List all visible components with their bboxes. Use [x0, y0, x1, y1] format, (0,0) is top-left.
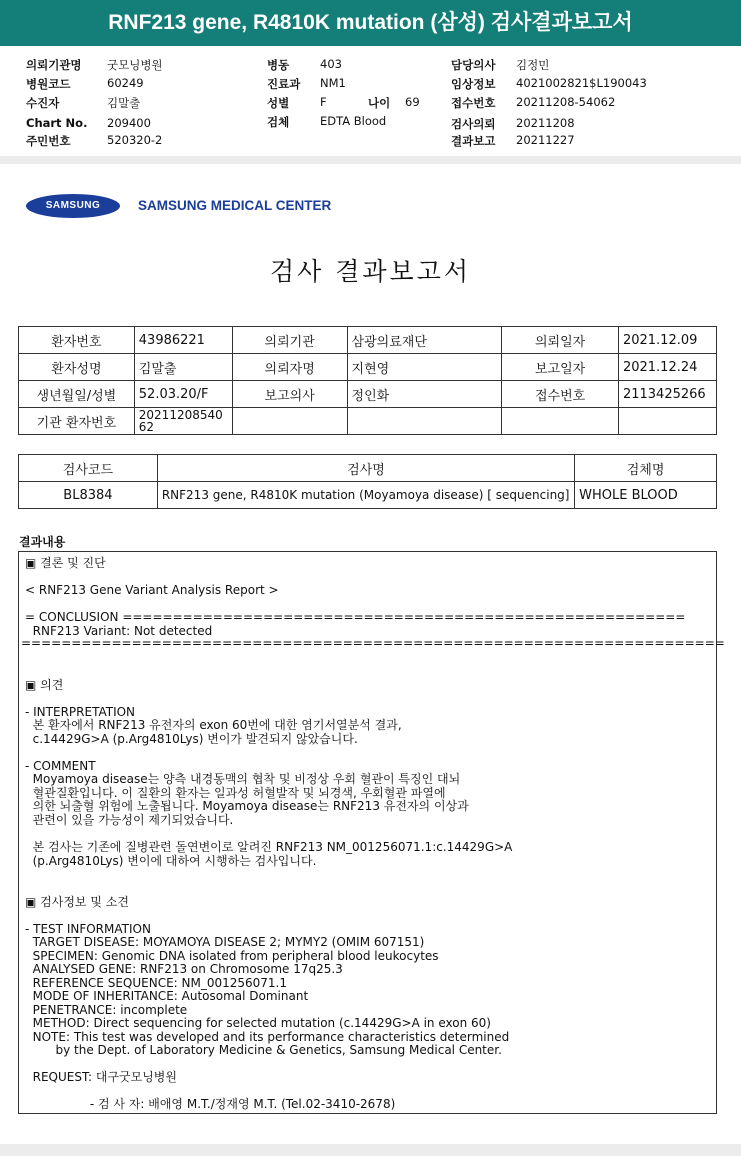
info-value: 4021002821$L190043 [516, 76, 647, 90]
info-value: EDTA Blood [320, 114, 387, 128]
result-label: 결과내용 [19, 535, 66, 549]
result-line: 의한 뇌출혈 위험에 노출됩니다. Moyamoya disease는 RNF213 유전자의 이상과 [25, 799, 469, 813]
table-cell: 20211208540 62 [134, 408, 232, 435]
result-line: MODE OF INHERITANCE: Autosomal Dominant [25, 989, 309, 1003]
patient-info-table [18, 326, 717, 435]
table-cell: WHOLE BLOOD [575, 482, 717, 509]
request-line: REQUEST: 대구굿모닝병원 [25, 1070, 177, 1084]
report-title: < RNF213 Gene Variant Analysis Report > [25, 583, 279, 597]
bottom-bar [0, 1144, 741, 1156]
age-value: 69 [405, 95, 420, 109]
result-line: 본 검사는 기존에 질병관련 돌연변이로 알려진 RNF213 NM_001256071.1:c.14429G>A [25, 840, 513, 854]
info-label: 성별 [267, 96, 290, 110]
result-line: (p.Arg4810Lys) 변이에 대하여 시행하는 검사입니다. [25, 854, 317, 868]
section-heading: ▣ 검사정보 및 소견 [25, 895, 129, 909]
table-row [19, 327, 717, 354]
info-value: 520320-2 [107, 133, 163, 147]
result-line: NOTE: This test was developed and its performance characteristics determined [25, 1030, 510, 1044]
result-line: TARGET DISEASE: MOYAMOYA DISEASE 2; MYMY2 (OMIM 607151) [25, 935, 425, 949]
table-cell: 52.03.20/F [134, 381, 232, 408]
test-info-table [18, 454, 717, 509]
info-label: 병원코드 [26, 77, 71, 91]
info-value: 209400 [107, 116, 151, 130]
info-label: 검체 [267, 115, 290, 129]
result-line: 본 환자에서 RNF213 유전자의 exon 60번에 대한 염기서열분석 결과, [25, 718, 402, 732]
info-label: 검사의뢰 [451, 117, 496, 131]
section-heading: ▣ 결론 및 진단 [25, 556, 106, 570]
result-line: SPECIMEN: Genomic DNA isolated from peripheral blood leukocytes [25, 949, 439, 963]
samsung-logo: SAMSUNG [26, 194, 120, 218]
table-header-row [19, 455, 717, 482]
table-cell: 의뢰자명 [232, 354, 347, 381]
info-value: 김정민 [516, 58, 550, 72]
result-line: RNF213 Variant: Not detected [25, 624, 213, 638]
table-cell: 보고일자 [502, 354, 619, 381]
table-cell: 지현영 [347, 354, 502, 381]
table-cell: 환자성명 [19, 354, 135, 381]
table-row [19, 354, 717, 381]
result-line: by the Dept. of Laboratory Medicine & Genetics, Samsung Medical Center. [25, 1043, 502, 1057]
info-value: 60249 [107, 76, 144, 90]
result-line: ====================================================================== [21, 636, 725, 650]
top-info-panel [0, 46, 741, 154]
info-label: 수진자 [26, 96, 60, 110]
info-label: 의뢰기관명 [26, 58, 82, 72]
result-line: 혈관질환입니다. 이 질환의 환자는 일과성 허혈발작 및 뇌경색, 우회혈관 파열에 [25, 786, 446, 800]
result-line: = CONCLUSION ======================================================== [25, 610, 686, 624]
table-cell: 의뢰일자 [502, 327, 619, 354]
table-cell: 생년월일/성별 [19, 381, 135, 408]
result-line: c.14429G>A (p.Arg4810Lys) 변이가 발견되지 않았습니다. [25, 732, 358, 746]
hospital-name: SAMSUNG MEDICAL CENTER [138, 198, 332, 213]
info-label: 결과보고 [451, 134, 496, 148]
info-label: 임상정보 [451, 77, 496, 91]
result-line: Moyamoya disease는 양측 내경동맥의 협착 및 비정상 우회 혈관이 특징인 대뇌 [25, 772, 461, 786]
table-cell [502, 408, 619, 435]
table-cell [618, 408, 716, 435]
table-cell: 기관 환자번호 [19, 408, 135, 435]
section-divider [0, 156, 741, 164]
result-line: - TEST INFORMATION [25, 922, 151, 936]
info-value: NM1 [320, 76, 346, 90]
result-line: REFERENCE SEQUENCE: NM_001256071.1 [25, 976, 288, 990]
table-cell: 접수번호 [502, 381, 619, 408]
info-value: 20211227 [516, 133, 575, 147]
result-line: PENETRANCE: incomplete [25, 1003, 188, 1017]
result-line: - COMMENT [25, 759, 96, 773]
table-cell: 보고의사 [232, 381, 347, 408]
table-cell: 의뢰기관 [232, 327, 347, 354]
info-value: 20211208-54062 [516, 95, 616, 109]
table-cell: 삼광의료재단 [347, 327, 502, 354]
table-cell: 환자번호 [19, 327, 135, 354]
info-value: 403 [320, 57, 342, 71]
result-line: ANALYSED GENE: RNF213 on Chromosome 17q25.3 [25, 962, 343, 976]
table-cell: 2021.12.24 [618, 354, 716, 381]
table-cell: 김말출 [134, 354, 232, 381]
age-label: 나이 [368, 96, 391, 110]
result-line: - INTERPRETATION [25, 705, 136, 719]
document-title: 검사 결과보고서 [270, 257, 471, 286]
info-value: 20211208 [516, 116, 575, 130]
table-cell: 2021.12.09 [618, 327, 716, 354]
info-value: 굿모닝병원 [107, 58, 163, 72]
info-value: 김말출 [107, 96, 141, 110]
result-line: 관련이 있을 가능성이 제기되었습니다. [25, 813, 234, 827]
table-row [19, 381, 717, 408]
table-cell: RNF213 gene, R4810K mutation (Moyamoya disease) [ sequencing] [157, 482, 574, 509]
info-label: 담당의사 [451, 58, 496, 72]
table-cell: 정인화 [347, 381, 502, 408]
column-header: 검사코드 [19, 455, 158, 482]
table-cell: 2113425266 [618, 381, 716, 408]
info-label: 진료과 [267, 77, 301, 91]
table-cell: BL8384 [19, 482, 158, 509]
info-label: 병동 [267, 58, 290, 72]
table-row [19, 482, 717, 509]
section-heading: ▣ 의견 [25, 678, 64, 692]
tester-line: - 검 사 자: 배애영 M.T./정재영 M.T. (Tel.02-3410-2678) [25, 1097, 396, 1111]
result-content-box [18, 551, 725, 1114]
table-cell: 43986221 [134, 327, 232, 354]
table-cell [232, 408, 347, 435]
info-label: Chart No. [26, 116, 88, 130]
result-line: METHOD: Direct sequencing for selected mutation (c.14429G>A in exon 60) [25, 1016, 491, 1030]
column-header: 검체명 [575, 455, 717, 482]
report-banner-title: RNF213 gene, R4810K mutation (삼성) 검사결과보고서 [0, 0, 741, 46]
table-cell [347, 408, 502, 435]
info-label: 주민번호 [26, 134, 71, 148]
column-header: 검사명 [157, 455, 574, 482]
table-row [19, 408, 717, 435]
info-value: F [320, 95, 327, 109]
info-label: 접수번호 [451, 96, 496, 110]
